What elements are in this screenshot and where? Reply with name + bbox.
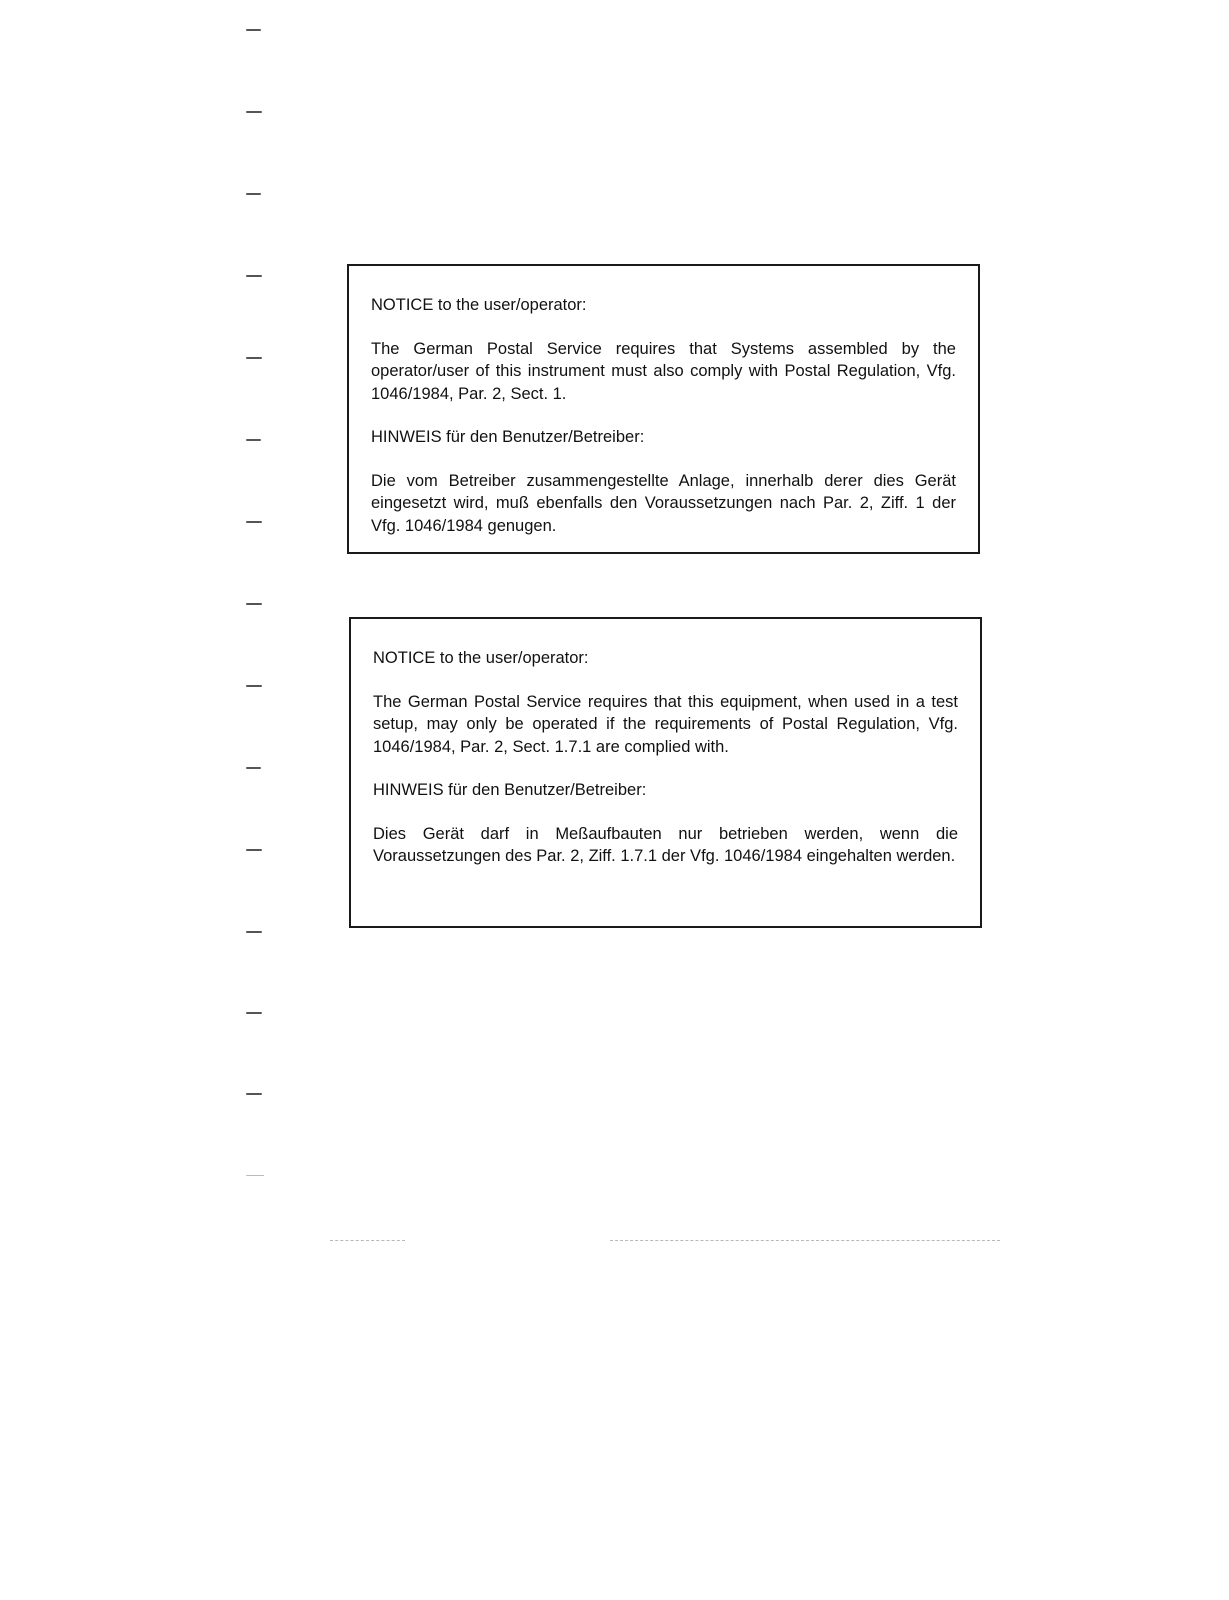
binder-hole-mark — [246, 685, 262, 687]
binder-hole-mark — [246, 521, 262, 523]
notice-body-de: Die vom Betreiber zusammengestellte Anlage, innerhalb derer dies Gerät eingesetzt wird, muß ebenfalls den Voraussetzungen nach Par. 2, Ziff. 1 der Vfg. 1046/1984 genugen. — [371, 471, 956, 535]
notice-heading-de: HINWEIS für den Benutzer/Betreiber: — [373, 781, 647, 799]
notice-box — [349, 617, 982, 928]
binder-hole-mark — [246, 193, 261, 195]
notice-body-en: The German Postal Service requires that Systems assembled by the operator/user of this instrument must also comply with Postal Regulation, Vfg. 1046/1984, Par. 2, Sect. 1. — [371, 339, 956, 403]
notice-heading-de: HINWEIS für den Benutzer/Betreiber: — [371, 428, 645, 446]
binder-hole-mark — [246, 1093, 262, 1095]
notice-heading-en: NOTICE to the user/operator: — [373, 649, 589, 667]
binder-hole-mark — [246, 357, 262, 359]
notice-body-de: Dies Gerät darf in Meßaufbauten nur betrieben werden, wenn die Voraussetzungen des Par. 2, Ziff. 1.7.1 der Vfg. 1046/1984 eingehalten werden. — [373, 824, 958, 865]
notice-body-en: The German Postal Service requires that this equipment, when used in a test setup, may only be operated if the requirements of Postal Regulation, Vfg. 1046/1984, Par. 2, Sect. 1.7.1 are complied with. — [373, 692, 958, 756]
binder-hole-mark — [246, 603, 262, 605]
binder-hole-mark — [246, 29, 261, 31]
binder-hole-mark — [246, 1175, 264, 1176]
scan-rule — [330, 1240, 405, 1241]
binder-hole-mark — [246, 111, 262, 113]
binder-hole-mark — [246, 1012, 262, 1014]
scan-rule — [610, 1240, 1000, 1241]
binder-hole-mark — [246, 849, 262, 851]
binder-hole-mark — [246, 439, 261, 441]
binder-hole-mark — [246, 767, 261, 769]
binder-hole-mark — [246, 275, 262, 277]
notice-box — [347, 264, 980, 554]
binder-hole-mark — [246, 931, 262, 933]
notice-heading-en: NOTICE to the user/operator: — [371, 296, 587, 314]
